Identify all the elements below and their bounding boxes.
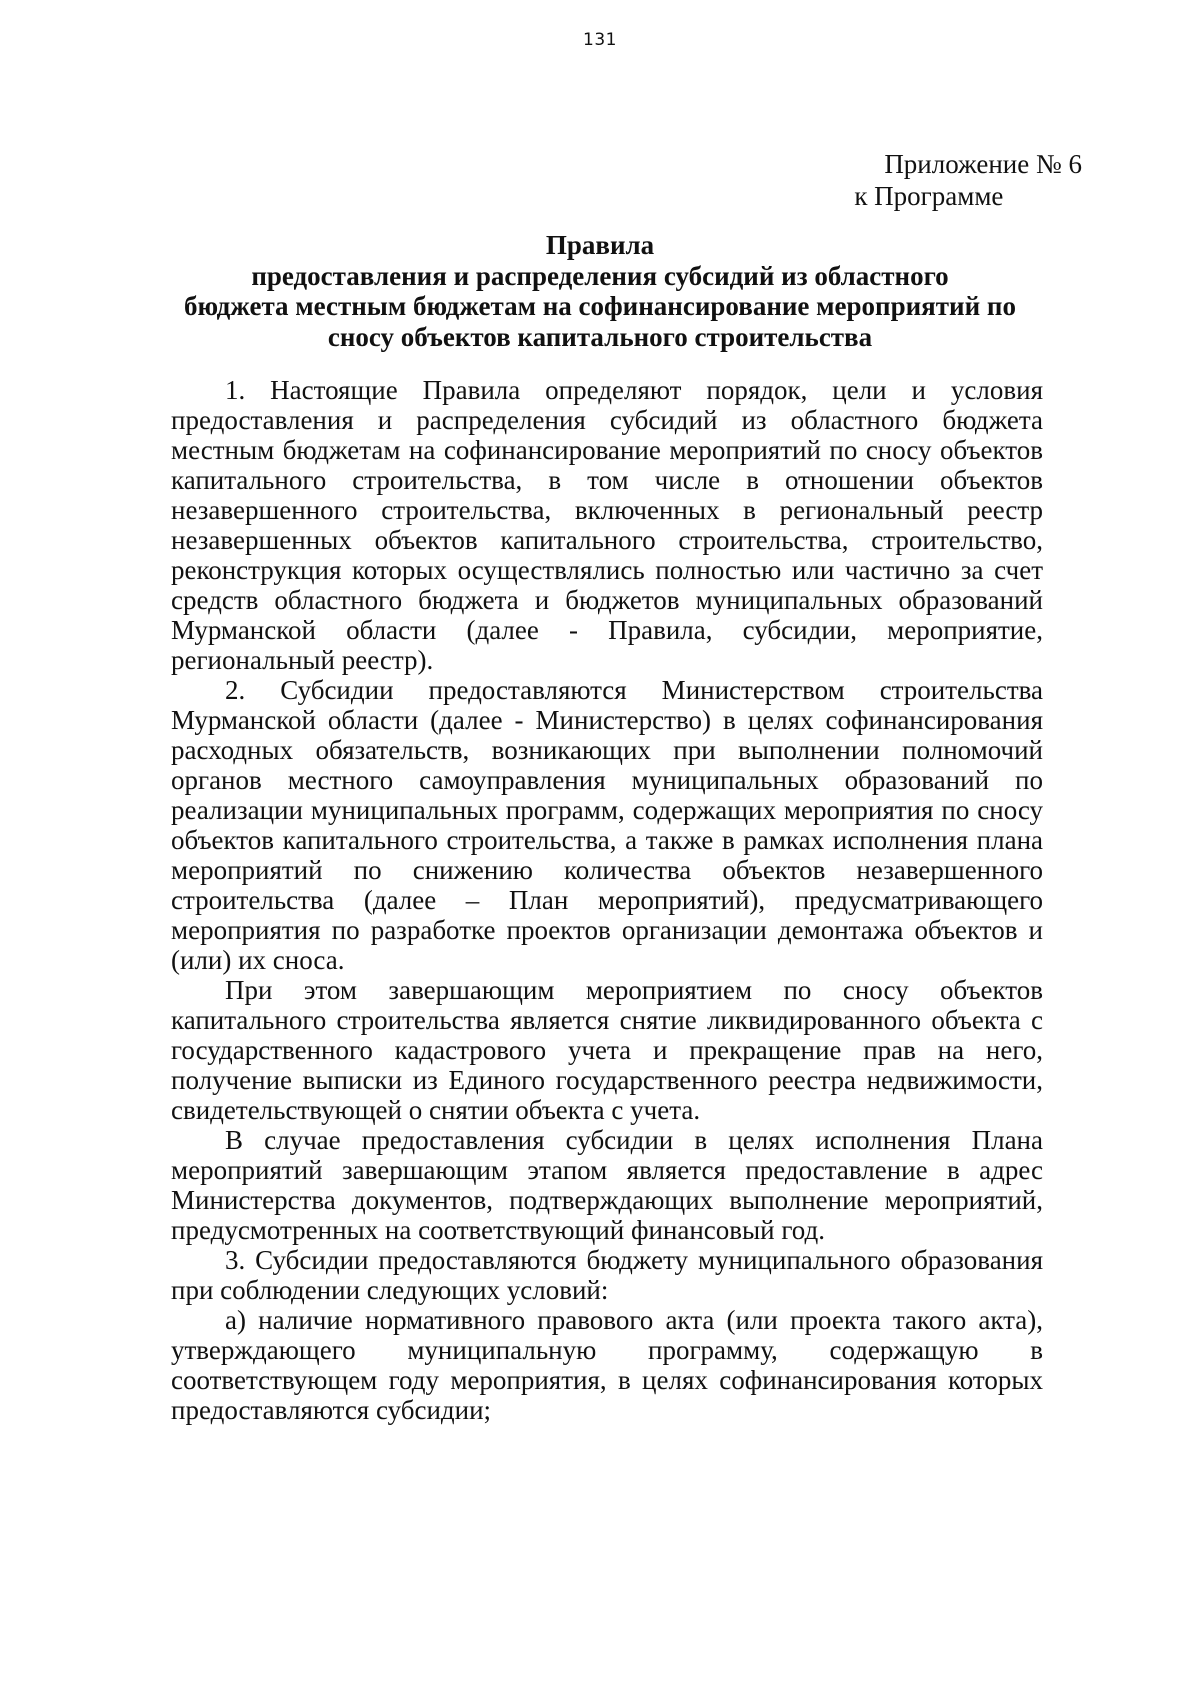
title-line-2: предоставления и распределения субсидий из областного <box>251 260 949 291</box>
paragraph-1: 1. Настоящие Правила определяют порядок, цели и условия предоставления и распределения субсидий из областного бюджета местным бюджетам на софинансирование мероприятий по сносу объектов капитального строительства, в том числе в отношении объектов незавершенного строительства, включенных в региональный реестр незавершенных объектов капитального строительства, строительство, реконструкция которых осуществлялись полностью или частично за счет средств областного бюджета и бюджетов муниципальных образований Мурманской области (далее - Правила, субсидии, мероприятие, региональный реестр). <box>171 375 1043 675</box>
title-line-4: сносу объектов капитального строительства <box>327 321 873 352</box>
paragraph-4: В случае предоставления субсидии в целях исполнения Плана мероприятий завершающим этапом является предоставление в адрес Министерства документов, подтверждающих выполнение мероприятий, предусмотренных на соответствующий финансовый год. <box>171 1125 1043 1245</box>
paragraph-6: а) наличие нормативного правового акта (или проекта такого акта), утверждающего муниципальную программу, содержащую в соответствующем году мероприятия, в целях софинансирования которых предоставляются субсидии; <box>171 1305 1043 1425</box>
page-number: 131 <box>583 30 617 50</box>
document-body <box>171 375 1043 1425</box>
paragraph-5: 3. Субсидии предоставляются бюджету муниципального образования при соблюдении следующих условий: <box>171 1245 1043 1305</box>
title-line-3: бюджета местным бюджетам на софинансирование мероприятий по <box>184 291 1016 321</box>
appendix-number: Приложение № 6 <box>884 149 1082 179</box>
title-line-1: Правила <box>545 230 655 260</box>
appendix-program: к Программе <box>854 181 1004 211</box>
paragraph-3: При этом завершающим мероприятием по сносу объектов капитального строительства является снятие ликвидированного объекта с государственного кадастрового учета и прекращение прав на него, получение выписки из Единого государственного реестра недвижимости, свидетельствующей о снятии объекта с учета. <box>171 975 1043 1125</box>
paragraph-2: 2. Субсидии предоставляются Министерством строительства Мурманской области (далее - Министерство) в целях софинансирования расходных обязательств, возникающих при выполнении полномочий органов местного самоуправления муниципальных образований по реализации муниципальных программ, содержащих мероприятия по сносу объектов капитального строительства, а также в рамках исполнения плана мероприятий по снижению количества объектов незавершенного строительства (далее – План мероприятий), предусматривающего мероприятия по разработке проектов организации демонтажа объектов и (или) их сноса. <box>171 675 1043 975</box>
appendix-reference <box>854 148 1082 212</box>
document-title <box>160 230 1040 352</box>
